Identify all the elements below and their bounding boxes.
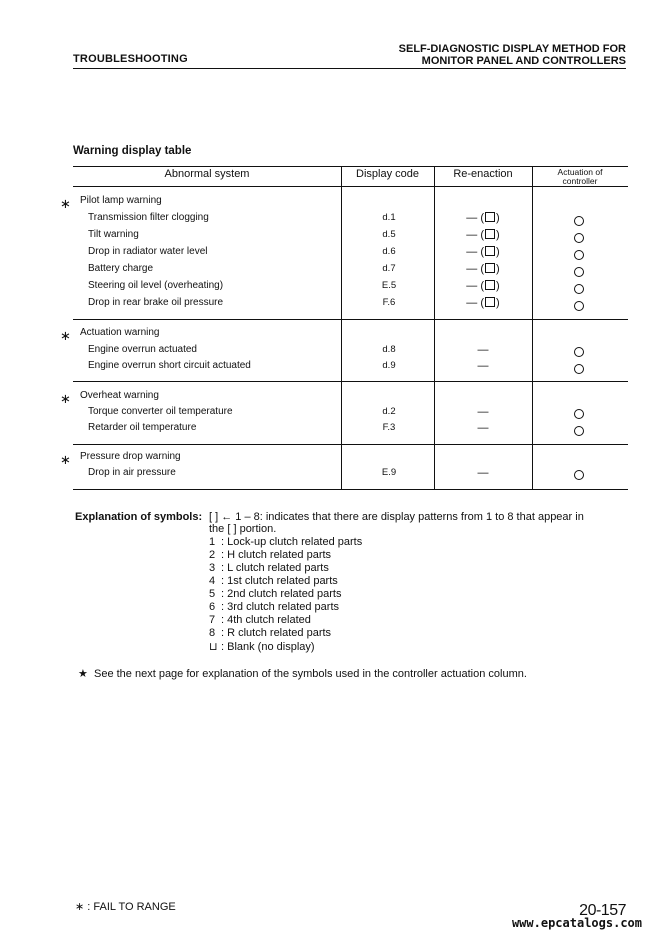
item-label: Torque converter oil temperature <box>88 406 233 417</box>
group-label-pilot-lamp: Pilot lamp warning <box>80 195 162 206</box>
re-enaction-suffix: ) <box>496 212 500 224</box>
note-star-icon: ★ <box>78 668 88 680</box>
item-label: Retarder oil temperature <box>88 422 197 433</box>
blank-box-icon <box>485 246 495 256</box>
re-enaction-value <box>443 246 523 258</box>
page-number: 20-157 <box>579 902 626 919</box>
re-enaction-value: — <box>477 360 489 372</box>
legend-number: 8 <box>209 627 216 639</box>
actuation-circle-icon <box>574 470 584 480</box>
re-enaction-suffix: ) <box>496 263 500 275</box>
column-header-abnormal-system: Abnormal system <box>164 168 250 180</box>
group-label-pressure-drop: Pressure drop warning <box>80 451 181 462</box>
re-enaction-value <box>443 280 523 292</box>
legend-item <box>209 627 331 639</box>
table-header-rule <box>73 186 628 187</box>
column-header-re-enaction: Re-enaction <box>453 168 513 180</box>
legend-item <box>209 601 339 613</box>
blank-box-icon <box>485 263 495 273</box>
display-code: d.5 <box>382 229 396 240</box>
re-enaction-suffix: ) <box>496 229 500 241</box>
item-label: Drop in radiator water level <box>88 246 208 257</box>
item-label: Battery charge <box>88 263 154 274</box>
legend-item <box>209 640 315 653</box>
group-marker-actuation: ∗ <box>60 328 71 343</box>
item-label: Engine overrun short circuit actuated <box>88 360 251 371</box>
header-title-line2: MONITOR PANEL AND CONTROLLERS <box>421 55 626 67</box>
legend-text: : 3rd clutch related parts <box>221 601 340 613</box>
item-label: Drop in rear brake oil pressure <box>88 297 224 308</box>
re-enaction-value: — <box>477 406 489 418</box>
group-divider <box>73 444 628 445</box>
column-header-actuation-line1: Actuation of <box>557 167 603 177</box>
warning-table-title: Warning display table <box>73 145 192 157</box>
display-code: E.5 <box>381 280 397 291</box>
re-enaction-prefix: — ( <box>466 246 485 258</box>
group-marker-pilot-lamp: ∗ <box>60 196 71 211</box>
column-divider-3 <box>532 166 533 490</box>
header-rule <box>73 68 626 69</box>
group-marker-overheat: ∗ <box>60 391 71 406</box>
display-code: F.3 <box>382 422 396 433</box>
display-code: F.6 <box>382 297 396 308</box>
re-enaction-prefix: — ( <box>466 229 485 241</box>
re-enaction-prefix: — ( <box>466 263 485 275</box>
group-label-actuation: Actuation warning <box>80 327 160 338</box>
re-enaction-suffix: ) <box>496 280 500 292</box>
group-divider <box>73 319 628 320</box>
actuation-circle-icon <box>574 267 584 277</box>
display-code: d.1 <box>382 212 396 223</box>
legend-text: : L clutch related parts <box>221 562 329 574</box>
legend-number: 6 <box>209 601 216 613</box>
legend-number: 7 <box>209 614 216 626</box>
footer-legend: ∗ : FAIL TO RANGE <box>75 901 176 913</box>
group-marker-pressure-drop: ∗ <box>60 452 71 467</box>
legend-item <box>209 536 362 548</box>
header-document-title <box>399 43 626 67</box>
legend-number: 4 <box>209 575 216 587</box>
item-label: Tilt warning <box>88 229 139 240</box>
item-label: Steering oil level (overheating) <box>88 280 224 291</box>
display-code: d.8 <box>382 344 396 355</box>
re-enaction-suffix: ) <box>496 297 500 309</box>
blank-box-icon <box>485 212 495 222</box>
item-label: Transmission filter clogging <box>88 212 209 223</box>
legend-text: : Lock-up clutch related parts <box>221 536 363 548</box>
legend-number: 3 <box>209 562 216 574</box>
re-enaction-value <box>443 212 523 224</box>
actuation-circle-icon <box>574 301 584 311</box>
legend-text: : 4th clutch related <box>221 614 311 626</box>
actuation-circle-icon <box>574 426 584 436</box>
legend-text: : H clutch related parts <box>221 549 332 561</box>
legend-item <box>209 588 341 600</box>
legend-item <box>209 562 329 574</box>
re-enaction-value: — <box>477 422 489 434</box>
re-enaction-prefix: — ( <box>466 280 485 292</box>
actuation-circle-icon <box>574 216 584 226</box>
actuation-circle-icon <box>574 347 584 357</box>
re-enaction-value <box>443 263 523 275</box>
re-enaction-value <box>443 229 523 241</box>
legend-number: ⊔ <box>209 641 218 653</box>
column-header-actuation <box>532 168 628 185</box>
display-code: d.7 <box>382 263 396 274</box>
watermark: www.epcatalogs.com <box>511 916 642 930</box>
column-divider-1 <box>341 166 342 490</box>
column-header-actuation-line2: controller <box>562 175 598 186</box>
blank-box-icon <box>485 280 495 290</box>
column-divider-2 <box>434 166 435 490</box>
header-section-title: TROUBLESHOOTING <box>73 53 188 65</box>
legend-number: 5 <box>209 588 216 600</box>
legend-text: : R clutch related parts <box>221 627 332 639</box>
actuation-circle-icon <box>574 250 584 260</box>
group-divider <box>73 381 628 382</box>
actuation-circle-icon <box>574 409 584 419</box>
re-enaction-prefix: — ( <box>466 212 485 224</box>
explanation-line1: [ ] ← 1 – 8: indicates that there are display patterns from 1 to 8 that appear in <box>209 511 584 523</box>
actuation-circle-icon <box>574 364 584 374</box>
legend-text: : 1st clutch related parts <box>221 575 338 587</box>
display-code: E.9 <box>381 467 397 478</box>
re-enaction-value <box>443 297 523 309</box>
note-text: See the next page for explanation of the symbols used in the controller actuation column. <box>94 668 527 680</box>
legend-number: 1 <box>209 536 216 548</box>
re-enaction-value: — <box>477 344 489 356</box>
re-enaction-suffix: ) <box>496 246 500 258</box>
legend-item <box>209 549 331 561</box>
actuation-circle-icon <box>574 284 584 294</box>
legend-text: : 2nd clutch related parts <box>221 588 342 600</box>
legend-item <box>209 575 338 587</box>
blank-box-icon <box>485 297 495 307</box>
display-code: d.9 <box>382 360 396 371</box>
group-label-overheat: Overheat warning <box>80 390 159 401</box>
re-enaction-value: — <box>477 467 489 479</box>
table-top-rule <box>73 166 628 167</box>
blank-box-icon <box>485 229 495 239</box>
table-bottom-rule <box>73 489 628 490</box>
re-enaction-prefix: — ( <box>466 297 485 309</box>
legend-text: : Blank (no display) <box>221 641 315 653</box>
header-title-line1: SELF-DIAGNOSTIC DISPLAY METHOD FOR <box>398 43 626 55</box>
explanation-title: Explanation of symbols: <box>75 511 203 523</box>
display-code: d.2 <box>382 406 396 417</box>
display-code: d.6 <box>382 246 396 257</box>
item-label: Drop in air pressure <box>88 467 176 478</box>
note <box>78 667 527 680</box>
item-label: Engine overrun actuated <box>88 344 197 355</box>
column-header-display-code: Display code <box>356 168 419 180</box>
legend-item <box>209 614 311 626</box>
legend-number: 2 <box>209 549 216 561</box>
explanation-line2: the [ ] portion. <box>209 523 277 535</box>
actuation-circle-icon <box>574 233 584 243</box>
